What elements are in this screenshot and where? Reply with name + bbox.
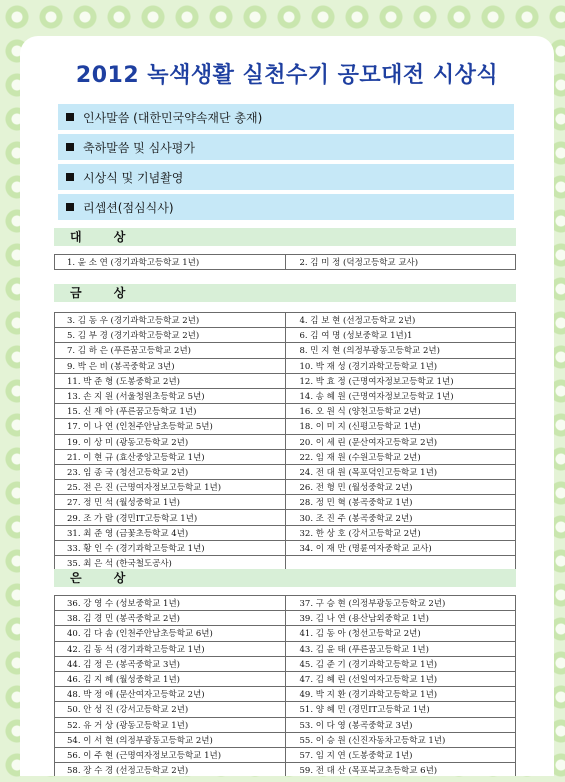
- silver-prize-header: 은 상: [54, 569, 516, 587]
- awardee-cell: 12. 박 효 정 (근명여자정보고등학교 1년): [285, 373, 516, 388]
- awardee-cell: 36. 강 영 수 (성보중학교 1년): [55, 596, 286, 611]
- gold-prize-table: [54, 312, 516, 571]
- awardee-cell: 55. 이 승 원 (신진자동차고등학교 1년): [285, 732, 516, 747]
- awardee-cell: 44. 김 정 은 (봉곡중학교 3년): [55, 656, 286, 671]
- program-item-label: 시상식 및 기념촬영: [83, 170, 184, 185]
- square-bullet-icon: [66, 113, 74, 121]
- awardee-cell: 15. 신 재 아 (푸른꿈고등학교 1년): [55, 404, 286, 419]
- square-bullet-icon: [66, 173, 74, 181]
- awardee-cell: 21. 이 현 규 (효산중앙고등학교 1년): [55, 449, 286, 464]
- awardee-cell: 43. 김 윤 태 (푸른꿈고등학교 1년): [285, 641, 516, 656]
- awardee-cell: 18. 이 미 지 (신평고등학교 1년): [285, 419, 516, 434]
- document-sheet: [20, 36, 554, 776]
- awardee-cell: 11. 박 준 형 (도봉중학교 2년): [55, 373, 286, 388]
- silver-prize-table: [54, 595, 516, 776]
- table-row: [55, 626, 516, 641]
- awardee-cell: 20. 이 세 린 (문산여자고등학교 2년): [285, 434, 516, 449]
- awardee-cell: 30. 조 진 주 (봉곡중학교 2년): [285, 510, 516, 525]
- awardee-cell: 4. 김 보 현 (선정고등학교 2년): [285, 313, 516, 328]
- awardee-cell: 52. 유 거 상 (광동고등학교 1년): [55, 717, 286, 732]
- awardee-cell: 35. 최 은 석 (한국철도공사): [55, 556, 286, 571]
- program-item-label: 인사말씀 (대한민국약속재단 총재): [83, 110, 263, 125]
- awardee-cell: 28. 정 민 혁 (봉곡중학교 1년): [285, 495, 516, 510]
- awardee-cell: 33. 황 인 수 (경기과학고등학교 1년): [55, 540, 286, 555]
- table-row: [55, 656, 516, 671]
- grand-prize-table: [54, 254, 516, 270]
- awardee-cell: 14. 송 혜 원 (근명여자정보고등학교 1년): [285, 388, 516, 403]
- awardee-cell: 17. 이 나 연 (인천주안남초등학교 5년): [55, 419, 286, 434]
- table-row: [55, 540, 516, 555]
- table-row: [55, 702, 516, 717]
- awardee-cell: 16. 오 원 식 (양천고등학교 2년): [285, 404, 516, 419]
- page-title: 2012 녹색생활 실천수기 공모대전 시상식: [75, 63, 499, 88]
- awardee-cell: 7. 김 하 은 (푸른꿈고등학교 2년): [55, 343, 286, 358]
- table-row: [55, 611, 516, 626]
- awardee-cell: 27. 정 민 석 (월성중학교 1년): [55, 495, 286, 510]
- table-row: [55, 763, 516, 776]
- square-bullet-icon: [66, 143, 74, 151]
- awardee-cell: 53. 이 다 영 (봉곡중학교 3년): [285, 717, 516, 732]
- table-row: [55, 373, 516, 388]
- awardee-cell: 24. 전 대 원 (목포덕인고등학교 1년): [285, 464, 516, 479]
- table-row: [55, 495, 516, 510]
- awardee-cell: 26. 전 형 민 (월성중학교 2년): [285, 480, 516, 495]
- awardee-cell: 48. 박 정 애 (문산여자고등학교 2년): [55, 687, 286, 702]
- table-row: [55, 388, 516, 403]
- awardee-cell: 42. 김 동 석 (경기과학고등학교 1년): [55, 641, 286, 656]
- program-item: [58, 134, 514, 160]
- table-row: [55, 480, 516, 495]
- table-row: [55, 747, 516, 762]
- awardee-cell: 25. 전 은 진 (근명여자정보고등학교 1년): [55, 480, 286, 495]
- awardee-cell: 49. 박 지 환 (경기과학고등학교 1년): [285, 687, 516, 702]
- awardee-cell: 6. 김 여 명 (성보중학교 1년)1: [285, 328, 516, 343]
- awardee-cell: 57. 임 지 연 (도봉중학교 1년): [285, 747, 516, 762]
- awardee-cell: 29. 조 가 람 (경민IT고등학교 1년): [55, 510, 286, 525]
- awardee-cell: 1. 윤 소 연 (경기과학고등학교 1년): [55, 255, 286, 270]
- program-item-label: 리셉션(점심식사): [83, 200, 174, 215]
- awardee-cell: 22. 임 재 원 (수원고등학교 2년): [285, 449, 516, 464]
- table-row: [55, 358, 516, 373]
- awardee-cell: 59. 전 대 산 (목포북교초등학교 6년): [285, 763, 516, 776]
- awardee-cell: 34. 이 재 만 (명륜여자중학교 교사): [285, 540, 516, 555]
- awardee-cell: 45. 김 준 기 (경기과학고등학교 1년): [285, 656, 516, 671]
- awardee-cell: 39. 김 나 연 (용산남외중학교 1년): [285, 611, 516, 626]
- awardee-cell: 10. 박 재 성 (경기과학고등학교 1년): [285, 358, 516, 373]
- table-row: [55, 525, 516, 540]
- program-item: [58, 194, 514, 220]
- table-row: [55, 343, 516, 358]
- awardee-cell: 23. 임 종 국 (청선고등학교 2년): [55, 464, 286, 479]
- table-row: [55, 419, 516, 434]
- awardee-cell: 41. 김 동 아 (청선고등학교 2년): [285, 626, 516, 641]
- table-row: [55, 717, 516, 732]
- awardee-cell: 5. 김 부 경 (경기과학고등학교 2년): [55, 328, 286, 343]
- table-row: [55, 328, 516, 343]
- program-item-label: 축하말씀 및 심사평가: [83, 140, 195, 155]
- table-row: [55, 510, 516, 525]
- table-row: [55, 434, 516, 449]
- awardee-cell: 2. 김 미 정 (덕정고등학교 교사): [285, 255, 516, 270]
- table-row: [55, 596, 516, 611]
- awardee-cell: 9. 박 은 비 (봉곡중학교 3년): [55, 358, 286, 373]
- table-row: [55, 671, 516, 686]
- grand-prize-header: 대 상: [54, 228, 516, 246]
- table-row: [55, 641, 516, 656]
- table-row: [55, 449, 516, 464]
- awardee-cell: 8. 민 지 현 (의정부광동고등학교 2년): [285, 343, 516, 358]
- table-row: [55, 313, 516, 328]
- awardee-cell: 13. 손 지 원 (서울청원초등학교 5년): [55, 388, 286, 403]
- table-row: [55, 732, 516, 747]
- table-row: [55, 464, 516, 479]
- awardee-cell: 51. 양 혜 민 (경민IT고등학교 1년): [285, 702, 516, 717]
- awardee-cell: 40. 김 다 솜 (인천주안남초등학교 6년): [55, 626, 286, 641]
- table-row: [55, 255, 516, 270]
- table-row: [55, 404, 516, 419]
- program-list: [58, 104, 514, 224]
- awardee-cell: 32. 한 상 호 (강서고등학교 2년): [285, 525, 516, 540]
- square-bullet-icon: [66, 203, 74, 211]
- awardee-cell: 38. 김 경 민 (봉곡중학교 2년): [55, 611, 286, 626]
- program-item: [58, 104, 514, 130]
- program-item: [58, 164, 514, 190]
- awardee-cell: 46. 김 지 혜 (월성중학교 1년): [55, 671, 286, 686]
- awardee-cell: 50. 안 성 진 (강서고등학교 2년): [55, 702, 286, 717]
- table-row: [55, 687, 516, 702]
- awardee-cell: 37. 구 승 현 (의정부광동고등학교 2년): [285, 596, 516, 611]
- awardee-cell: 58. 장 수 경 (선정고등학교 2년): [55, 763, 286, 776]
- awardee-cell: 3. 김 동 우 (경기과학고등학교 2년): [55, 313, 286, 328]
- awardee-cell: 19. 이 상 미 (광동고등학교 2년): [55, 434, 286, 449]
- awardee-cell: 54. 이 서 현 (의정부광동고등학교 2년): [55, 732, 286, 747]
- awardee-cell: 56. 이 주 현 (근명여자정보고등학교 1년): [55, 747, 286, 762]
- awardee-cell: 47. 김 혜 린 (선일여자고등학교 1년): [285, 671, 516, 686]
- awardee-cell: 31. 최 준 영 (금꽃초등학교 4년): [55, 525, 286, 540]
- gold-prize-header: 금 상: [54, 284, 516, 302]
